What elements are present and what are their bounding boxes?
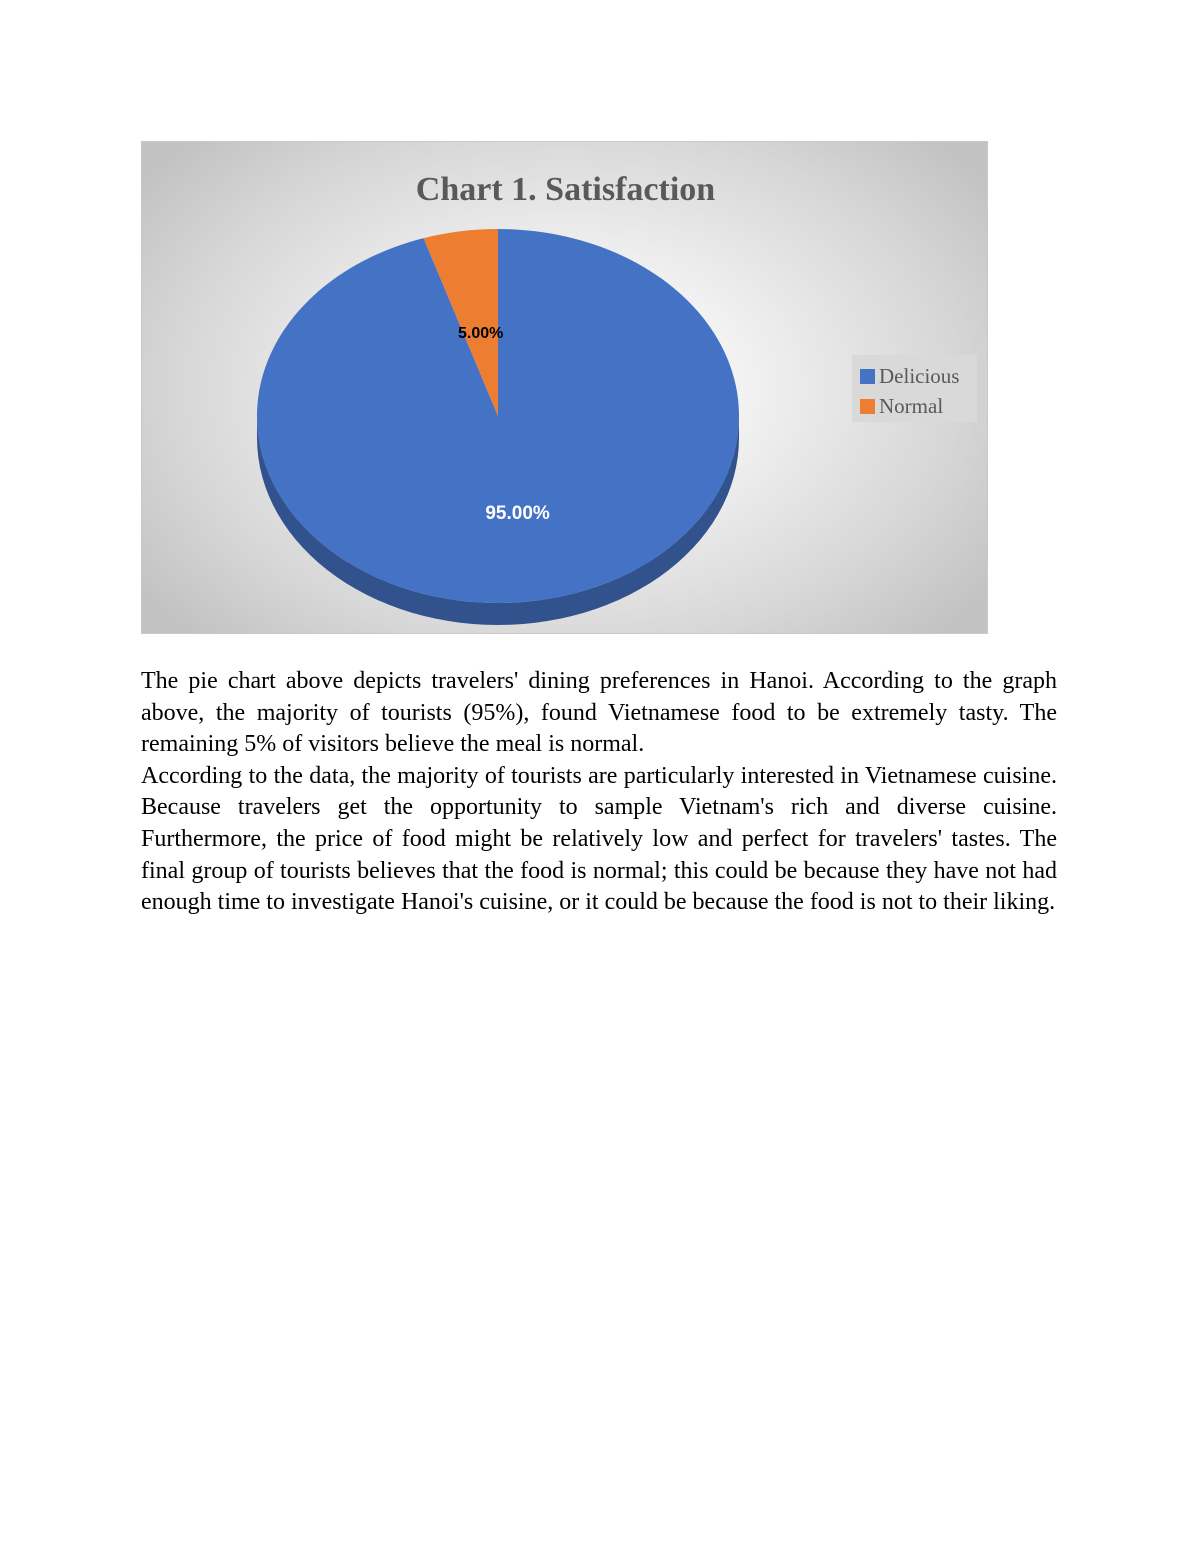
data-label-normal: 5.00% — [458, 325, 504, 342]
body-text — [141, 666, 1057, 919]
chart-legend — [852, 355, 977, 422]
paragraph: According to the data, the majority of tourists are particularly interested in Vietnamese cuisine. Because travelers get the opportunity to sample Vietnam's rich and diverse cuisine. Furthermore, the price of food might be relatively low and perfect for travelers' tastes. The final group of tourists believes that the food is normal; this could be because they have not had enough time to investigate Hanoi's cuisine, or it could be because the food is not to their liking. — [141, 762, 1057, 916]
pie-chart — [141, 141, 988, 634]
legend-item-delicious — [860, 361, 977, 391]
paragraph: The pie chart above depicts travelers' dining preferences in Hanoi. According to the graph above, the majority of tourists (95%), found Vietnamese food to be extremely tasty. The remaining 5% of visitors believe the meal is normal. — [141, 668, 1057, 758]
legend-swatch-normal — [860, 399, 875, 414]
legend-item-normal — [860, 391, 977, 421]
data-label-delicious: 95.00% — [485, 503, 550, 524]
legend-swatch-delicious — [860, 369, 875, 384]
chart-title: Chart 1. Satisfaction — [415, 171, 716, 208]
legend-label-normal: Normal — [879, 393, 944, 418]
legend-label-delicious: Delicious — [879, 363, 960, 388]
